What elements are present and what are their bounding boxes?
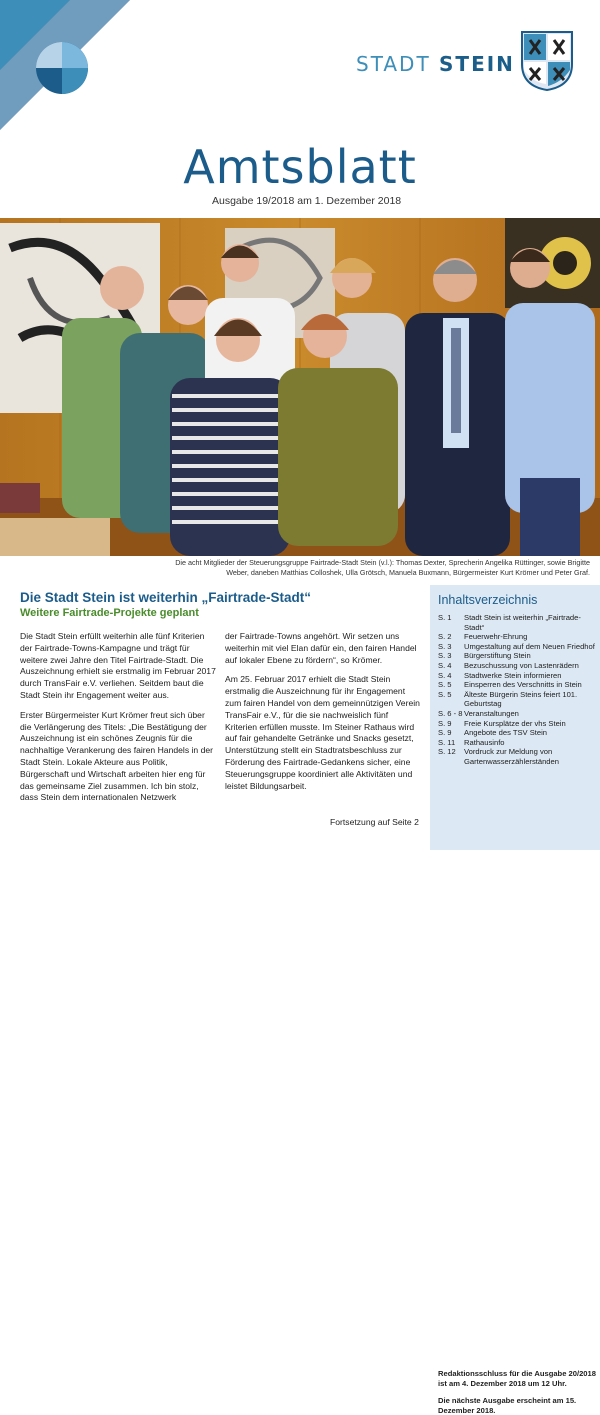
toc-text: Älteste Bürgerin Steins feiert 101. Geburtstag bbox=[464, 689, 578, 709]
toc-item bbox=[438, 671, 596, 681]
toc-page: S. 2 bbox=[438, 632, 452, 642]
toc-item bbox=[438, 613, 596, 632]
article-subtitle: Weitere Fairtrade-Projekte geplant bbox=[20, 607, 199, 619]
caption-line-2: Weber, daneben Matthias Colloshek, Ulla Grötsch, Manuela Buxmann, Bürgermeister Kurt Krömer und Peter Graf. bbox=[226, 568, 590, 577]
toc-page: S. 5 bbox=[438, 689, 452, 699]
article-paragraph: Die Stadt Stein erfüllt weiterhin alle fünf Kriterien der Fairtrade-Towns-Kampagne und trägt für weitere zwei Jahre den Titel Fairtrade-Stadt. Die Auszeichnung erhielt sie erstmalig im Februar 2017 durch TransFair e.V. verliehen. Seitdem baut die Stadt Stein ihr Engagement weiter aus. bbox=[20, 631, 216, 700]
toc-item bbox=[438, 738, 596, 748]
next-issue-note: Die nächste Ausgabe erscheint am 15. Dezember 2018. bbox=[438, 1396, 577, 1415]
corner-graphic bbox=[0, 0, 140, 140]
brand-light: STADT bbox=[356, 52, 431, 76]
toc-box bbox=[430, 585, 600, 1415]
toc-item bbox=[438, 642, 596, 652]
toc-text: Veranstaltungen bbox=[464, 708, 519, 718]
toc-text: Umgestaltung auf dem Neuen Friedhof bbox=[464, 641, 595, 651]
toc-item bbox=[438, 709, 596, 719]
article-paragraph: Erster Bürgermeister Kurt Krömer freut sich über die Verlängerung des Titels: „Die Bestätigung der Auszeichnung ist ein schönes Zeugnis für die nachhaltige Verankerung des fairen Handels in der Stadt Stein. Lokale Akteure aus Politik, Bürgerschaft und Wirtschaft arbeiten hier eng für das gemeinsame Ziel zusammen. Ich bin stolz, dass Stein dem internationalen Netzwerk bbox=[20, 709, 214, 803]
brand-bold: STEIN bbox=[439, 52, 515, 76]
toc-title: Inhaltsverzeichnis bbox=[438, 593, 538, 607]
toc-item bbox=[438, 632, 596, 642]
toc-page: S. 12 bbox=[438, 747, 456, 757]
article-column-2 bbox=[225, 631, 421, 800]
toc-text: Vordruck zur Meldung von Gartenwasserzählerständen bbox=[464, 747, 559, 766]
toc-item bbox=[438, 661, 596, 671]
page-title: Amtsblatt bbox=[183, 140, 417, 194]
toc-page: S. 4 bbox=[438, 670, 452, 680]
toc-item bbox=[438, 651, 596, 661]
caption-line-1: Die acht Mitglieder der Steuerungsgruppe Fairtrade-Stadt Stein (v.l.): Thomas Dexter, Sprecherin Angelika Rüttinger, sowie Brigitte bbox=[175, 558, 590, 567]
article-paragraph: Am 25. Februar 2017 erhielt die Stadt Stein erstmalig die Auszeichnung für ihr Engagement zum fairen Handel von dem gemeinnützigen Verein TransFair e.V., für die sie nachweislich fünf Kriterien erfüllen musste. Im Steiner Rathaus wird auf fair gehandelte Getränke und Snacks gesetzt, Unterstützung stellt ein Stadtratsbeschluss zur Förderung des Fairtrade-Gedankens sicher, eine Steuerungsgruppe koordiniert alle Aktivitäten und leistet Bildungsarbeit. bbox=[225, 674, 420, 791]
deadline-note: Redaktionsschluss für die Ausgabe 20/2018 ist am 4. Dezember 2018 um 12 Uhr. bbox=[438, 1369, 596, 1388]
toc-page: S. 9 bbox=[438, 728, 452, 738]
toc-page: S. 5 bbox=[438, 680, 452, 690]
toc-item bbox=[438, 728, 596, 738]
toc-text: Angebote des TSV Stein bbox=[464, 728, 548, 738]
brand-wordmark bbox=[356, 52, 515, 76]
toc-text: Stadtwerke Stein informieren bbox=[464, 670, 562, 680]
issue-line: Ausgabe 19/2018 am 1. Dezember 2018 bbox=[212, 195, 402, 207]
toc-text: Bürgerstiftung Stein bbox=[464, 651, 531, 661]
toc-text: Einsperren des Verschnitts in Stein bbox=[464, 680, 582, 690]
toc-text: Stadt Stein ist weiterhin „Fairtrade-Stadt“ bbox=[464, 613, 581, 632]
group-photo bbox=[0, 218, 600, 556]
toc-list bbox=[438, 613, 596, 767]
toc-text: Rathausinfo bbox=[464, 737, 505, 747]
toc-page: S. 1 bbox=[438, 613, 452, 622]
toc-page: S. 3 bbox=[438, 651, 452, 661]
toc-page: S. 3 bbox=[438, 641, 452, 651]
toc-page: S. 9 bbox=[438, 718, 452, 728]
toc-text: Bezuschussung von Lastenrädern bbox=[464, 660, 579, 670]
toc-text: Freie Kursplätze der vhs Stein bbox=[464, 718, 566, 728]
toc-text: Feuerwehr-Ehrung bbox=[464, 632, 528, 642]
photo-caption bbox=[80, 558, 590, 578]
city-crest-icon bbox=[520, 30, 574, 92]
toc-page: S. 4 bbox=[438, 660, 452, 670]
toc-page: S. 6 - 8 bbox=[438, 708, 463, 718]
toc-item bbox=[438, 747, 596, 766]
toc-item bbox=[438, 690, 596, 709]
toc-item bbox=[438, 680, 596, 690]
toc-item bbox=[438, 719, 596, 729]
toc-page: S. 11 bbox=[438, 737, 456, 747]
article-paragraph: der Fairtrade-Towns angehört. Wir setzen uns weiterhin mit viel Elan dafür ein, den fairen Handel auf lokaler Ebene zu fördern“, so Krömer. bbox=[225, 631, 417, 665]
continued-note: Fortsetzung auf Seite 2 bbox=[330, 817, 419, 827]
article-title: Die Stadt Stein ist weiterhin „Fairtrade-Stadt“ bbox=[20, 590, 312, 605]
article-column-1 bbox=[20, 631, 216, 812]
